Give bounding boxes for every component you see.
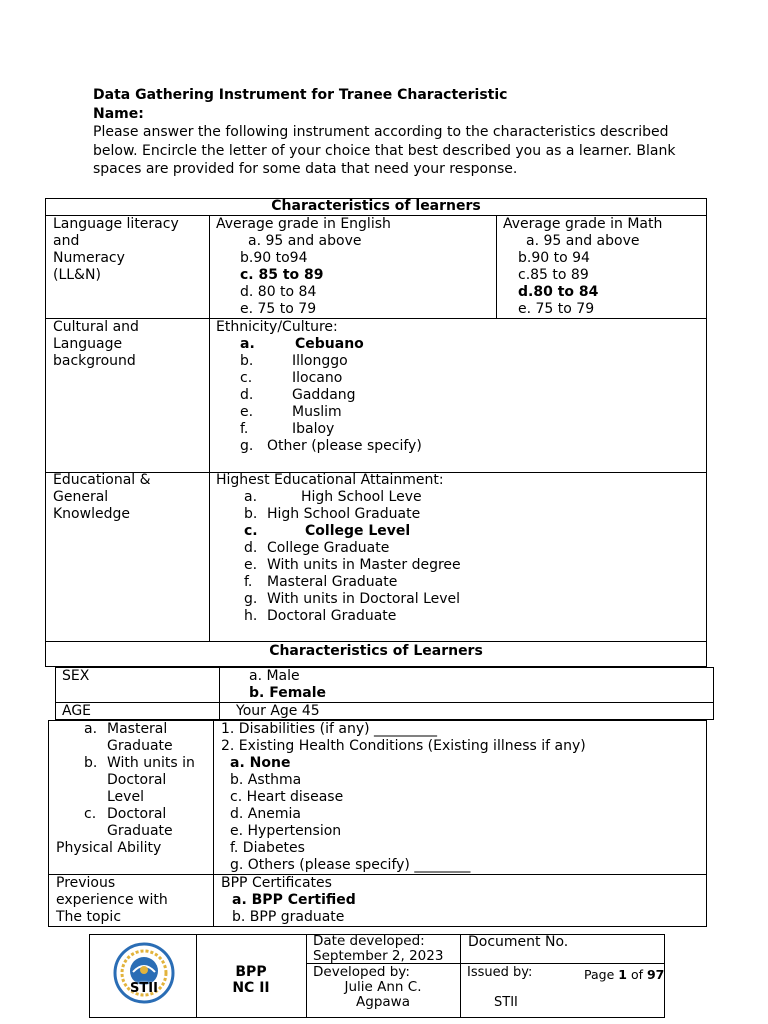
english-option-b: b.90 to94 [240, 250, 308, 266]
ethnicity-title: Ethnicity/Culture: [216, 319, 338, 335]
date-developed: Date developed: September 2, 2023 [313, 933, 444, 964]
age-value: Your Age 45 [236, 703, 320, 719]
llnd-label: Language literacy and Numeracy (LL&N) [53, 216, 179, 283]
physical-left-items: Masteral Graduate With units in Doctoral Level Doctoral Graduate [107, 721, 195, 839]
math-option-d-selected: d.80 to 84 [518, 284, 599, 300]
math-title: Average grade in Math [503, 216, 663, 232]
health-selected: a. None [230, 755, 291, 771]
education-letters: a. b. c. d. e. f. g. h. [244, 489, 258, 624]
culture-label: Cultural and Language background [53, 319, 139, 369]
english-option-e: e. 75 to 79 [240, 301, 317, 317]
physical-left-letters: a. b. c. [84, 721, 98, 822]
sex-option-male: a. Male [249, 668, 300, 684]
ethnicity-selected: Cebuano [295, 336, 364, 352]
name-label: Name: [93, 105, 144, 122]
ethnicity-letters: a. b. c. d. e. f. g. [240, 336, 255, 454]
math-option-c: c.85 to 89 [518, 267, 589, 283]
education-items: High School Leve High School Graduate College Level College Graduate With units in Master degree Masteral Graduate With units in Doctoral Level Doctoral Graduate [267, 489, 461, 625]
math-option-b: b.90 to 94 [518, 250, 590, 266]
table2-heading: Characteristics of Learners [269, 643, 483, 659]
english-option-d: d. 80 to 84 [240, 284, 317, 300]
math-option-e: e. 75 to 79 [518, 301, 595, 317]
physical-ability-label: Physical Ability [56, 840, 162, 856]
education-title: Highest Educational Attainment: [216, 472, 444, 488]
education-label: Educational & General Knowledge [53, 472, 151, 522]
ethnicity-items: Cebuano Illonggo Ilocano Gaddang Muslim Ibaloy Other (please specify) [292, 336, 447, 455]
table-sex-age [55, 667, 714, 720]
logo-text: STII [130, 981, 158, 996]
bpp-certificates: BPP Certificates a. BPP Certified b. BPP graduate [221, 875, 356, 925]
previous-experience-label: Previous experience with The topic [56, 875, 168, 925]
health-conditions: 1. Disabilities (if any) _________ 2. Existing Health Conditions (Existing illness if any) a. None b. Asthma c. Heart disease d. Anemia e. Hypertension f. Diabetes g. Others (please specify) ________ [221, 721, 586, 874]
developed-by: Developed by: Julie Ann C. Agpawa [313, 964, 422, 1010]
english-option-a: a. 95 and above [248, 233, 362, 249]
education-selected: College Level [305, 523, 411, 539]
course-code: BPP NC II [232, 964, 270, 996]
page-number: Page 1 of 97 [584, 967, 665, 982]
sex-option-female-selected: b. Female [249, 685, 327, 701]
age-label: AGE [62, 703, 92, 719]
sex-label: SEX [62, 668, 90, 684]
instructions: Please answer the following instrument according to the characteristics described below. Encircle the letter of your choice that best described you as a learner. Blank spaces are provided for some data that need your response. [93, 124, 676, 177]
intro-block [93, 86, 683, 179]
math-option-a: a. 95 and above [526, 233, 640, 249]
document-title: Data Gathering Instrument for Tranee Characteristic [93, 87, 508, 103]
document-number-label: Document No. [468, 934, 569, 950]
issued-by: Issued by: STII [467, 965, 533, 1010]
english-option-c-selected: c. 85 to 89 [240, 267, 324, 283]
bpp-selected: a. BPP Certified [232, 892, 356, 908]
english-title: Average grade in English [216, 216, 391, 232]
table1-heading: Characteristics of learners [271, 198, 481, 214]
